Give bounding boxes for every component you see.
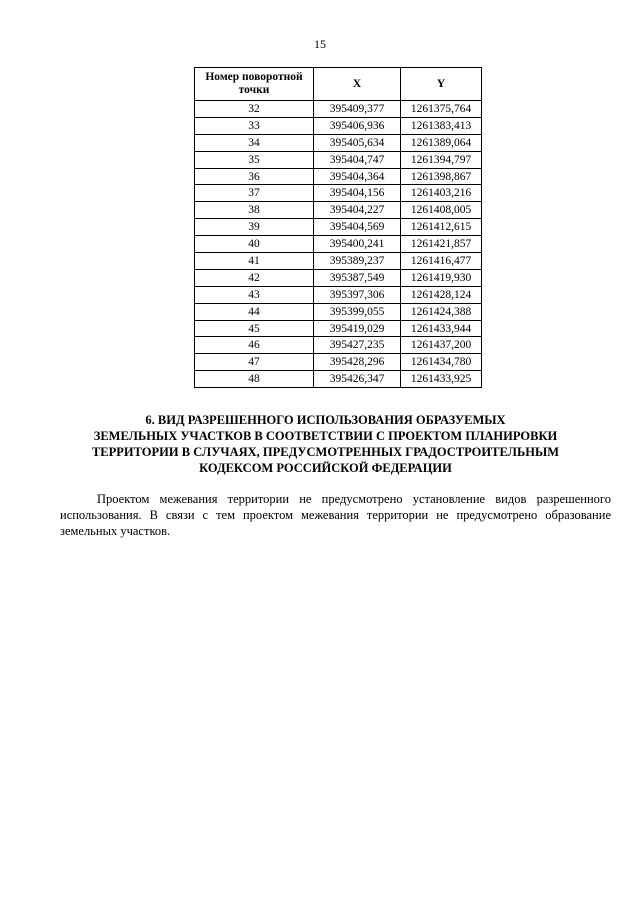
table-row [195, 253, 482, 270]
cell-x: 395404,747 [314, 151, 401, 168]
table-row [195, 236, 482, 253]
cell-x: 395404,364 [314, 168, 401, 185]
cell-y: 1261434,780 [401, 354, 482, 371]
cell-point-number: 43 [195, 286, 314, 303]
cell-x: 395427,235 [314, 337, 401, 354]
cell-x: 395400,241 [314, 236, 401, 253]
cell-y: 1261428,124 [401, 286, 482, 303]
body-paragraph: Проектом межевания территории не предусмотрено установление видов разрешенного использования. В связи с тем проектом межевания территории не предусмотрено образование земельных участков. [60, 492, 611, 538]
cell-y: 1261421,857 [401, 236, 482, 253]
cell-point-number: 41 [195, 253, 314, 270]
page-number: 15 [314, 37, 326, 51]
section-heading [60, 412, 591, 476]
cell-point-number: 46 [195, 337, 314, 354]
cell-point-number: 39 [195, 219, 314, 236]
table-row [195, 354, 482, 371]
cell-y: 1261383,413 [401, 117, 482, 134]
cell-x: 395404,569 [314, 219, 401, 236]
cell-y: 1261389,064 [401, 134, 482, 151]
heading-line: 6. ВИД РАЗРЕШЕННОГО ИСПОЛЬЗОВАНИЯ ОБРАЗУЕМЫХ [145, 413, 506, 427]
cell-y: 1261433,925 [401, 371, 482, 388]
cell-y: 1261433,944 [401, 320, 482, 337]
table-row [195, 168, 482, 185]
cell-x: 395426,347 [314, 371, 401, 388]
cell-x: 395419,029 [314, 320, 401, 337]
coordinates-table [194, 67, 482, 388]
cell-point-number: 32 [195, 101, 314, 118]
cell-x: 395406,936 [314, 117, 401, 134]
table-row [195, 202, 482, 219]
cell-y: 1261408,005 [401, 202, 482, 219]
header-x: X [314, 68, 401, 101]
cell-point-number: 37 [195, 185, 314, 202]
header-y: Y [401, 68, 482, 101]
table-row [195, 101, 482, 118]
table-row [195, 371, 482, 388]
header-point-number: Номер поворотной точки [195, 68, 314, 101]
table-row [195, 303, 482, 320]
cell-point-number: 34 [195, 134, 314, 151]
cell-y: 1261437,200 [401, 337, 482, 354]
cell-x: 395404,227 [314, 202, 401, 219]
cell-y: 1261416,477 [401, 253, 482, 270]
cell-point-number: 35 [195, 151, 314, 168]
cell-x: 395428,296 [314, 354, 401, 371]
cell-x: 395397,306 [314, 286, 401, 303]
cell-x: 395389,237 [314, 253, 401, 270]
cell-point-number: 40 [195, 236, 314, 253]
cell-y: 1261412,615 [401, 219, 482, 236]
table-row [195, 286, 482, 303]
cell-point-number: 33 [195, 117, 314, 134]
table-row [195, 151, 482, 168]
table-body [195, 101, 482, 388]
cell-point-number: 38 [195, 202, 314, 219]
table-row [195, 320, 482, 337]
cell-x: 395405,634 [314, 134, 401, 151]
table-row [195, 269, 482, 286]
table-row [195, 185, 482, 202]
cell-x: 395409,377 [314, 101, 401, 118]
cell-point-number: 42 [195, 269, 314, 286]
cell-y: 1261398,867 [401, 168, 482, 185]
heading-line: ЗЕМЕЛЬНЫХ УЧАСТКОВ В СООТВЕТСТВИИ С ПРОЕКТОМ ПЛАНИРОВКИ [93, 429, 558, 443]
table-header-row [195, 68, 482, 101]
cell-x: 395387,549 [314, 269, 401, 286]
cell-point-number: 44 [195, 303, 314, 320]
heading-line: КОДЕКСОМ РОССИЙСКОЙ ФЕДЕРАЦИИ [199, 461, 452, 475]
cell-x: 395399,055 [314, 303, 401, 320]
cell-y: 1261424,388 [401, 303, 482, 320]
cell-point-number: 36 [195, 168, 314, 185]
cell-x: 395404,156 [314, 185, 401, 202]
cell-point-number: 48 [195, 371, 314, 388]
cell-y: 1261394,797 [401, 151, 482, 168]
cell-y: 1261403,216 [401, 185, 482, 202]
table-row [195, 134, 482, 151]
table-row [195, 337, 482, 354]
cell-y: 1261419,930 [401, 269, 482, 286]
heading-line: ТЕРРИТОРИИ В СЛУЧАЯХ, ПРЕДУСМОТРЕННЫХ ГРАДОСТРОИТЕЛЬНЫМ [91, 445, 560, 459]
table-row [195, 219, 482, 236]
cell-point-number: 47 [195, 354, 314, 371]
cell-y: 1261375,764 [401, 101, 482, 118]
table-row [195, 117, 482, 134]
cell-point-number: 45 [195, 320, 314, 337]
